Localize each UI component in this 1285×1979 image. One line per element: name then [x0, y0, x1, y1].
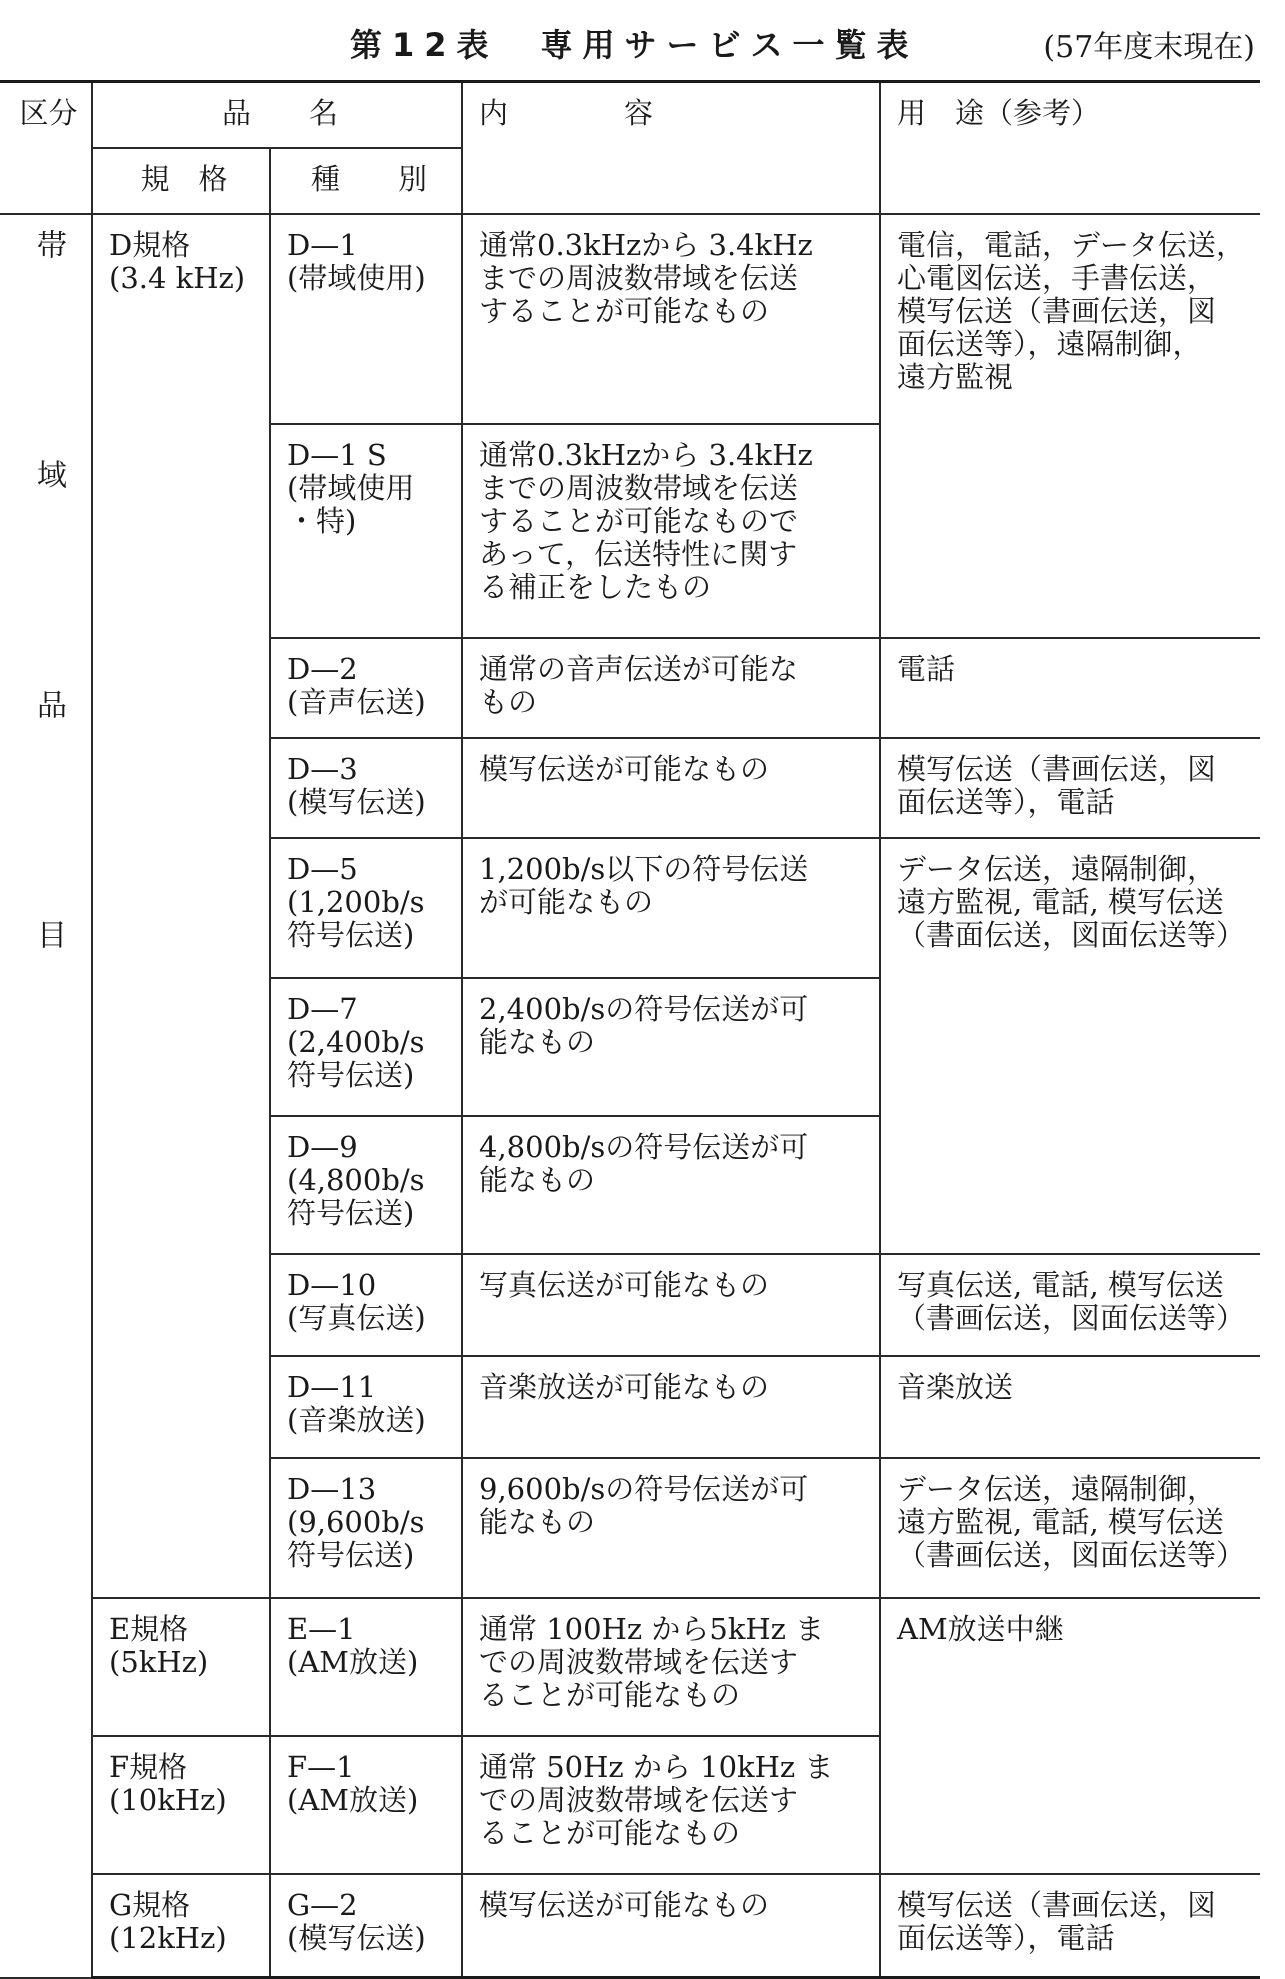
use-cell — [880, 214, 1260, 638]
content-cell — [462, 838, 880, 978]
type-cell — [270, 838, 462, 978]
type-cell — [270, 1356, 462, 1458]
spec-cell — [92, 1874, 270, 1978]
type-cell — [270, 978, 462, 1116]
type-cell — [270, 1458, 462, 1598]
table-row — [0, 1874, 1260, 1978]
content-cell — [462, 424, 880, 638]
type-cell — [270, 1254, 462, 1356]
type-label: E—1 (AM放送) — [287, 1611, 419, 1679]
type-cell — [270, 1736, 462, 1874]
use-text: データ伝送，遠隔制御， 遠方監視, 電話, 模写伝送 （書画伝送，図面伝送等） — [897, 1471, 1246, 1572]
type-label: D—1 S (帯域使用 ・特) — [287, 437, 415, 538]
use-text: 電話 — [897, 651, 956, 686]
header-kikaku: 規 格 — [92, 148, 270, 214]
type-label: D—13 (9,600b/s 符号伝送) — [287, 1471, 425, 1572]
use-cell — [880, 838, 1260, 1254]
content-text: 通常0.3kHzから 3.4kHz までの周波数帯域を伝送 することが可能なもので あって，伝送特性に関す る補正をしたもの — [479, 437, 813, 604]
as-of-date: (57年度末現在) — [1043, 30, 1255, 65]
spec-label: F規格 (10kHz) — [109, 1749, 227, 1817]
type-cell — [270, 424, 462, 638]
header-hinmei: 品 名 — [92, 82, 462, 148]
use-cell — [880, 738, 1260, 838]
spec-label: D規格 (3.4 kHz) — [109, 227, 246, 295]
use-text: 模写伝送（書画伝送，図 面伝送等），電話 — [897, 751, 1217, 819]
use-text: 電信，電話，データ伝送， 心電図伝送，手書伝送， 模写伝送（書画伝送，図 面伝送等），遠隔制御， 遠方監視 — [897, 227, 1246, 394]
type-label: D—5 (1,200b/s 符号伝送) — [287, 851, 425, 952]
content-text: 通常 50Hz から 10kHz ま での周波数帯域を伝送す ることが可能なもの — [479, 1749, 834, 1850]
use-cell — [880, 638, 1260, 738]
type-cell — [270, 1598, 462, 1736]
content-cell — [462, 1254, 880, 1356]
spec-label: E規格 (5kHz) — [109, 1611, 209, 1679]
header-shubetsu: 種 別 — [270, 148, 462, 214]
spec-cell — [92, 1598, 270, 1736]
type-label: F—1 (AM放送) — [287, 1749, 419, 1817]
type-label: D—1 (帯域使用) — [287, 227, 426, 295]
type-cell — [270, 214, 462, 424]
category-cell — [0, 214, 92, 1978]
content-text: 通常の音声伝送が可能な もの — [479, 651, 799, 719]
content-text: 2,400b/sの符号伝送が可 能なもの — [479, 991, 809, 1059]
use-text: AM放送中継 — [897, 1611, 1064, 1646]
content-cell — [462, 1874, 880, 1978]
content-text: 模写伝送が可能なもの — [479, 751, 770, 786]
use-cell — [880, 1874, 1260, 1978]
type-label: G—2 (模写伝送) — [287, 1887, 426, 1955]
header-yoto: 用 途（参考） — [880, 82, 1260, 214]
header-naiyou: 内 容 — [462, 82, 880, 214]
content-text: 通常 100Hz から5kHz ま での周波数帯域を伝送す ることが可能なもの — [479, 1611, 825, 1712]
use-cell — [880, 1254, 1260, 1356]
category-label: 帯域品目 — [31, 228, 66, 1149]
content-cell — [462, 214, 880, 424]
content-cell — [462, 738, 880, 838]
type-label: D—2 (音声伝送) — [287, 651, 426, 719]
table-title: 第12表 専用サービス一覧表 — [350, 26, 919, 64]
content-cell — [462, 1458, 880, 1598]
type-label: D—7 (2,400b/s 符号伝送) — [287, 991, 425, 1092]
content-text: 模写伝送が可能なもの — [479, 1887, 770, 1922]
content-text: 通常0.3kHzから 3.4kHz までの周波数帯域を伝送 することが可能なもの — [479, 227, 813, 328]
use-cell — [880, 1458, 1260, 1598]
type-cell — [270, 738, 462, 838]
content-cell — [462, 1736, 880, 1874]
content-text: 9,600b/sの符号伝送が可 能なもの — [479, 1471, 809, 1539]
use-text: データ伝送，遠隔制御， 遠方監視, 電話, 模写伝送 （書面伝送，図面伝送等） — [897, 851, 1246, 952]
use-cell — [880, 1356, 1260, 1458]
content-text: 音楽放送が可能なもの — [479, 1369, 770, 1404]
spec-label: G規格 (12kHz) — [109, 1887, 227, 1955]
table-row — [0, 214, 1260, 424]
type-label: D—10 (写真伝送) — [287, 1267, 426, 1335]
use-text: 音楽放送 — [897, 1369, 1014, 1404]
type-cell — [270, 1874, 462, 1978]
use-text: 模写伝送（書画伝送，図 面伝送等），電話 — [897, 1887, 1217, 1955]
content-cell — [462, 1598, 880, 1736]
table-row — [0, 1598, 1260, 1736]
content-text: 1,200b/s以下の符号伝送 が可能なもの — [479, 851, 809, 919]
content-cell — [462, 1116, 880, 1254]
type-label: D—9 (4,800b/s 符号伝送) — [287, 1129, 425, 1230]
spec-cell — [92, 1736, 270, 1874]
content-cell — [462, 978, 880, 1116]
spec-cell — [92, 214, 270, 1598]
type-cell — [270, 1116, 462, 1254]
service-table — [0, 80, 1260, 1979]
content-text: 写真伝送が可能なもの — [479, 1267, 770, 1302]
use-cell — [880, 1598, 1260, 1874]
use-text: 写真伝送, 電話, 模写伝送 （書画伝送，図面伝送等） — [897, 1267, 1246, 1335]
content-cell — [462, 638, 880, 738]
content-cell — [462, 1356, 880, 1458]
type-label: D—11 (音楽放送) — [287, 1369, 426, 1437]
type-label: D—3 (模写伝送) — [287, 751, 426, 819]
type-cell — [270, 638, 462, 738]
content-text: 4,800b/sの符号伝送が可 能なもの — [479, 1129, 809, 1197]
header-kubun: 区分 — [0, 82, 92, 214]
